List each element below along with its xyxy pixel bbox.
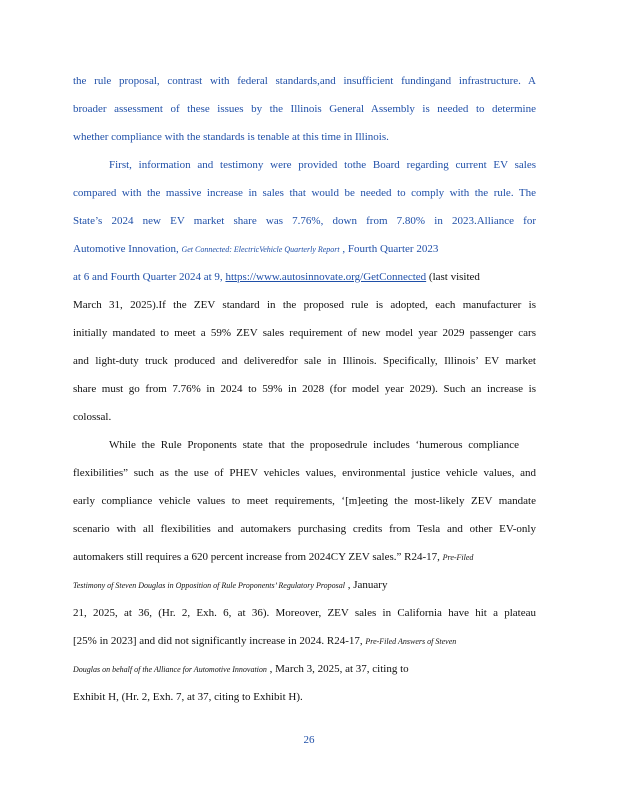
text-line: share must go from 7.76% in 2024 to 59% in 2028 (for model year 2029). Such an increase is — [73, 383, 536, 395]
text-line: While the Rule Proponents state that the proposedrule includes ‘humerous compliance — [109, 439, 519, 451]
text-line: colossal. — [73, 411, 112, 423]
citation-title: Pre-Filed Answers of Steven — [365, 637, 457, 646]
text-run: , Fourth Quarter 2023 — [339, 243, 439, 255]
citation-title: Testimony of Steven Douglas in Opposition of Rule Proponents’ Regulatory Proposal — [73, 581, 345, 590]
citation-title: Pre-Filed — [442, 553, 474, 562]
text-line — [73, 578, 536, 593]
text-run: [25% in 2023] and did not significantly increase in 2024. R24-17, — [73, 635, 366, 647]
text-line: broader assessment of these issues by the Illinois General Assembly is needed to determine — [73, 103, 536, 115]
text-run: (last visited — [426, 271, 480, 283]
text-line: flexibilities” such as the use of PHEV vehicles values, environmental justice vehicle values, and — [73, 467, 536, 479]
citation-title: Get Connected: ElectricVehicle Quarterly Report — [181, 245, 340, 254]
text-run: Automotive Innovation, — [73, 243, 182, 255]
url-link[interactable]: https://www.autosinnovate.org/GetConnected — [225, 271, 427, 283]
text-line: the rule proposal, contrast with federal standards,and insufficient fundingand infrastructure. A — [73, 75, 536, 87]
text-line: early compliance vehicle values to meet requirements, ‘[m]eeting the most-likely ZEV mandate — [73, 495, 536, 507]
text-line: whether compliance with the standards is tenable at this time in Illinois. — [73, 131, 389, 143]
citation-title: Douglas on behalf of the Alliance for Automotive Innovation — [73, 665, 267, 674]
text-line: Exhibit H, (Hr. 2, Exh. 7, at 37, citing to Exhibit H). — [73, 691, 303, 703]
text-line — [73, 634, 536, 649]
text-run: automakers still requires a 620 percent increase from 2024CY ZEV sales.” R24-17, — [73, 551, 443, 563]
text-line: State’s 2024 new EV market share was 7.76%, down from 7.80% in 2023.Alliance for — [73, 215, 536, 227]
page-number: 26 — [303, 734, 315, 746]
text-line: scenario with all flexibilities and automakers purchasing credits from Tesla and other EV-only — [73, 523, 536, 535]
text-line: 21, 2025, at 36, (Hr. 2, Exh. 6, at 36). Moreover, ZEV sales in California have hit a plateau — [73, 607, 536, 619]
text-line: and light-duty truck produced and deliveredfor sale in Illinois. Specifically, Illinois’ EV market — [73, 355, 536, 367]
text-line — [73, 550, 536, 565]
text-run: at 6 and Fourth Quarter 2024 at 9, — [73, 271, 226, 283]
text-line: First, information and testimony were provided tothe Board regarding current EV sales — [109, 159, 536, 171]
text-line — [73, 270, 536, 284]
text-line: March 31, 2025).If the ZEV standard in the proposed rule is adopted, each manufacturer is — [73, 299, 536, 311]
text-line — [73, 242, 536, 257]
text-line: compared with the massive increase in sales that would be needed to comply with the rule. The — [73, 187, 536, 199]
text-line — [73, 662, 536, 677]
text-run: , January — [344, 579, 388, 591]
text-run: , March 3, 2025, at 37, citing to — [266, 663, 409, 675]
text-line: initially mandated to meet a 59% ZEV sales requirement of new model year 2029 passenger cars — [73, 327, 536, 339]
